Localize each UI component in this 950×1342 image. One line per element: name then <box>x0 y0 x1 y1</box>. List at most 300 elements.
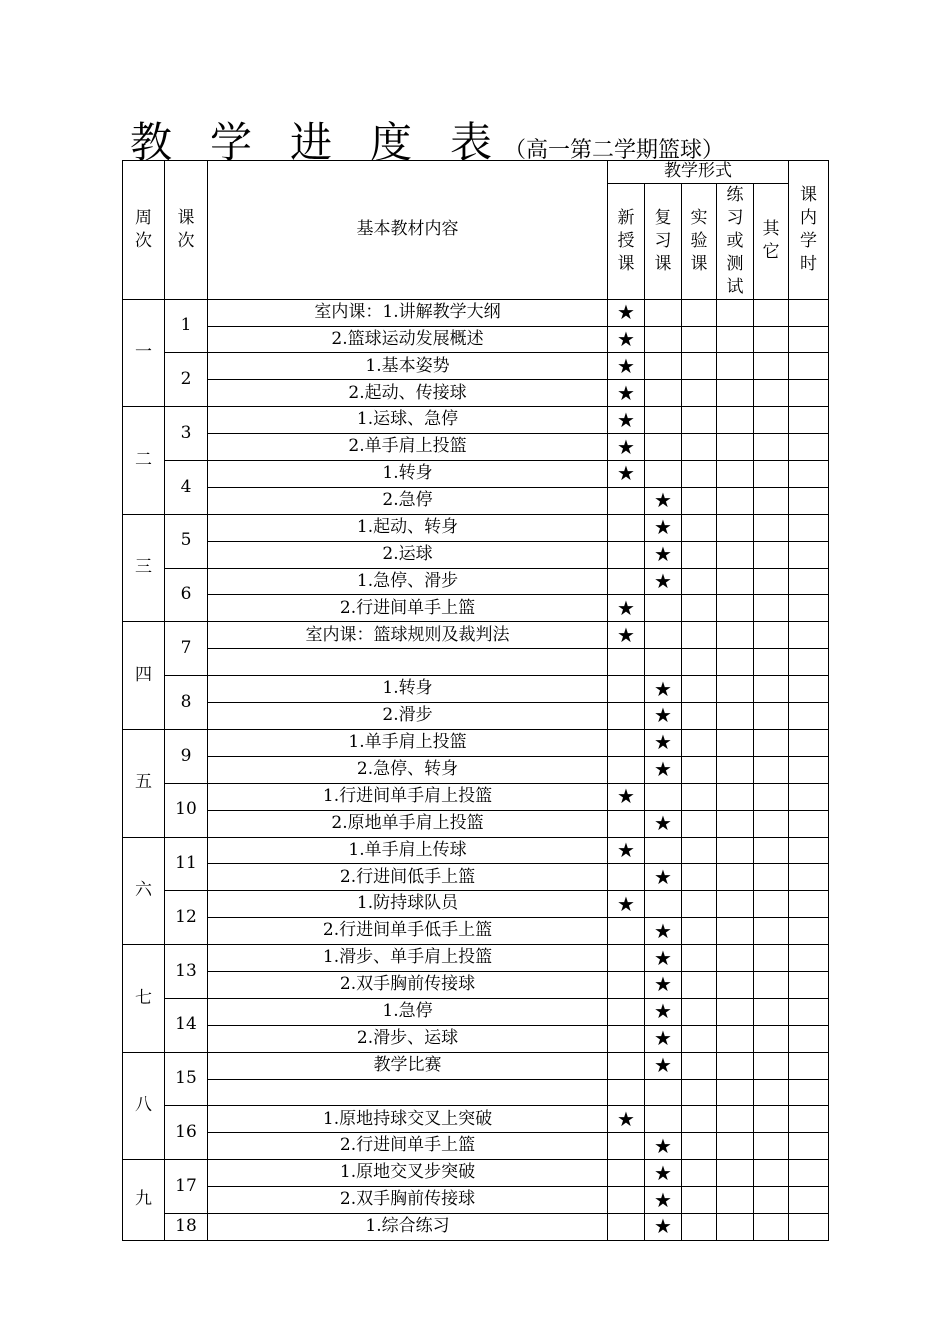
form-cell <box>645 299 682 326</box>
table-row <box>123 783 829 810</box>
form-cell <box>682 676 717 703</box>
star-mark-icon: ★ <box>645 1052 682 1079</box>
form-cell <box>608 568 645 595</box>
form-cell <box>717 891 754 918</box>
star-mark-icon: ★ <box>645 703 682 730</box>
form-cell <box>754 783 789 810</box>
form-cell <box>682 1133 717 1160</box>
header-form-new: 新授课 <box>608 184 645 300</box>
hours-cell <box>789 622 829 649</box>
hours-cell <box>789 998 829 1025</box>
lesson-number-cell: 5 <box>165 514 208 568</box>
form-cell <box>645 783 682 810</box>
table-row <box>123 407 829 434</box>
hours-cell <box>789 837 829 864</box>
star-mark-icon: ★ <box>608 326 645 353</box>
form-cell <box>682 729 717 756</box>
content-cell: 1.综合练习 <box>208 1213 608 1240</box>
star-mark-icon: ★ <box>645 676 682 703</box>
hours-cell <box>789 1106 829 1133</box>
form-cell <box>717 729 754 756</box>
content-cell: 2.运球 <box>208 541 608 568</box>
form-cell <box>608 1079 645 1106</box>
form-cell <box>645 407 682 434</box>
lesson-number-cell: 18 <box>165 1213 208 1240</box>
form-cell <box>682 1025 717 1052</box>
form-cell <box>717 676 754 703</box>
header-hours: 课内学时 <box>789 161 829 300</box>
content-cell: 2.篮球运动发展概述 <box>208 326 608 353</box>
form-cell <box>608 971 645 998</box>
form-cell <box>754 541 789 568</box>
star-mark-icon: ★ <box>645 1213 682 1240</box>
header-form-group: 教学形式 <box>608 161 789 184</box>
star-mark-icon: ★ <box>608 783 645 810</box>
table-row <box>123 703 829 730</box>
form-cell <box>608 1187 645 1214</box>
form-cell <box>682 891 717 918</box>
form-cell <box>608 487 645 514</box>
form-cell <box>682 514 717 541</box>
lesson-number-cell: 3 <box>165 407 208 461</box>
form-cell <box>682 1187 717 1214</box>
content-cell: 1.防持球队员 <box>208 891 608 918</box>
table-row <box>123 568 829 595</box>
form-cell <box>754 729 789 756</box>
content-cell: 2.急停、转身 <box>208 756 608 783</box>
table-row <box>123 595 829 622</box>
form-cell <box>682 299 717 326</box>
form-cell <box>645 326 682 353</box>
form-cell <box>754 676 789 703</box>
form-cell <box>645 1106 682 1133</box>
form-cell <box>717 1106 754 1133</box>
star-mark-icon: ★ <box>608 837 645 864</box>
table-row <box>123 918 829 945</box>
table-row <box>123 891 829 918</box>
lesson-number-cell: 9 <box>165 729 208 783</box>
form-cell <box>682 595 717 622</box>
content-cell: 室内课：1.讲解教学大纲 <box>208 299 608 326</box>
content-cell: 1.基本姿势 <box>208 353 608 380</box>
star-mark-icon: ★ <box>645 514 682 541</box>
content-cell: 1.起动、转身 <box>208 514 608 541</box>
lesson-number-cell: 6 <box>165 568 208 622</box>
form-cell <box>754 1213 789 1240</box>
form-cell <box>717 1025 754 1052</box>
content-cell: 1.行进间单手肩上投篮 <box>208 783 608 810</box>
form-cell <box>754 380 789 407</box>
star-mark-icon: ★ <box>645 756 682 783</box>
table-row <box>123 1160 829 1187</box>
week-cell: 四 <box>123 622 165 730</box>
hours-cell <box>789 1133 829 1160</box>
content-cell: 1.滑步、单手肩上投篮 <box>208 945 608 972</box>
content-cell: 2.行进间单手上篮 <box>208 1133 608 1160</box>
form-cell <box>645 1079 682 1106</box>
form-cell <box>717 945 754 972</box>
form-cell <box>754 326 789 353</box>
header-form-lab: 实验课 <box>682 184 717 300</box>
form-cell <box>717 837 754 864</box>
content-cell: 室内课：篮球规则及裁判法 <box>208 622 608 649</box>
hours-cell <box>789 541 829 568</box>
form-cell <box>754 622 789 649</box>
form-cell <box>717 434 754 461</box>
form-cell <box>608 810 645 837</box>
form-cell <box>754 703 789 730</box>
form-cell <box>645 461 682 488</box>
schedule-table <box>122 160 829 1241</box>
star-mark-icon: ★ <box>645 1025 682 1052</box>
table-row <box>123 461 829 488</box>
content-cell: 2.滑步、运球 <box>208 1025 608 1052</box>
form-cell <box>608 1213 645 1240</box>
form-cell <box>682 541 717 568</box>
form-cell <box>682 756 717 783</box>
form-cell <box>717 622 754 649</box>
lesson-number-cell: 13 <box>165 945 208 999</box>
table-row <box>123 326 829 353</box>
form-cell <box>717 971 754 998</box>
hours-cell <box>789 676 829 703</box>
lesson-number-cell: 1 <box>165 299 208 353</box>
form-cell <box>717 1187 754 1214</box>
hours-cell <box>789 945 829 972</box>
star-mark-icon: ★ <box>645 998 682 1025</box>
title-main: 教学进度表 <box>130 118 531 167</box>
form-cell <box>754 434 789 461</box>
form-cell <box>754 514 789 541</box>
star-mark-icon: ★ <box>645 971 682 998</box>
lesson-number-cell: 11 <box>165 837 208 891</box>
form-cell <box>754 461 789 488</box>
form-cell <box>717 595 754 622</box>
table-row <box>123 1133 829 1160</box>
form-cell <box>608 676 645 703</box>
star-mark-icon: ★ <box>645 918 682 945</box>
week-cell: 五 <box>123 729 165 837</box>
table-row <box>123 998 829 1025</box>
hours-cell <box>789 891 829 918</box>
form-cell <box>645 649 682 676</box>
form-cell <box>608 756 645 783</box>
form-cell <box>717 461 754 488</box>
form-cell <box>608 703 645 730</box>
hours-cell <box>789 595 829 622</box>
form-cell <box>717 514 754 541</box>
week-cell: 三 <box>123 514 165 622</box>
form-cell <box>754 810 789 837</box>
content-cell: 2.行进间单手上篮 <box>208 595 608 622</box>
content-cell: 2.双手胸前传接球 <box>208 1187 608 1214</box>
table-row <box>123 810 829 837</box>
content-cell: 2.单手肩上投篮 <box>208 434 608 461</box>
star-mark-icon: ★ <box>645 1187 682 1214</box>
hours-cell <box>789 380 829 407</box>
star-mark-icon: ★ <box>645 487 682 514</box>
hours-cell <box>789 1025 829 1052</box>
form-cell <box>608 514 645 541</box>
star-mark-icon: ★ <box>608 891 645 918</box>
week-cell: 九 <box>123 1160 165 1241</box>
hours-cell <box>789 326 829 353</box>
form-cell <box>645 622 682 649</box>
hours-cell <box>789 1052 829 1079</box>
form-cell <box>682 407 717 434</box>
table-row <box>123 541 829 568</box>
form-cell <box>754 945 789 972</box>
form-cell <box>608 1025 645 1052</box>
hours-cell <box>789 487 829 514</box>
lesson-number-cell: 17 <box>165 1160 208 1214</box>
content-cell: 2.滑步 <box>208 703 608 730</box>
form-cell <box>754 1025 789 1052</box>
title-subtitle: （高一第二学期篮球） <box>504 138 725 163</box>
star-mark-icon: ★ <box>608 407 645 434</box>
form-cell <box>682 810 717 837</box>
hours-cell <box>789 756 829 783</box>
form-cell <box>717 487 754 514</box>
form-cell <box>754 891 789 918</box>
table-row <box>123 380 829 407</box>
star-mark-icon: ★ <box>608 380 645 407</box>
star-mark-icon: ★ <box>645 1160 682 1187</box>
lesson-number-cell: 12 <box>165 891 208 945</box>
content-cell: 2.双手胸前传接球 <box>208 971 608 998</box>
content-cell: 2.行进间单手低手上篮 <box>208 918 608 945</box>
form-cell <box>717 1213 754 1240</box>
hours-cell <box>789 434 829 461</box>
hours-cell <box>789 783 829 810</box>
content-cell: 1.转身 <box>208 461 608 488</box>
hours-cell <box>789 1160 829 1187</box>
content-cell: 2.起动、传接球 <box>208 380 608 407</box>
star-mark-icon: ★ <box>645 541 682 568</box>
form-cell <box>754 918 789 945</box>
table-row <box>123 514 829 541</box>
table-row <box>123 1052 829 1079</box>
form-cell <box>717 783 754 810</box>
table-row <box>123 971 829 998</box>
lesson-number-cell: 15 <box>165 1052 208 1106</box>
table-row <box>123 353 829 380</box>
star-mark-icon: ★ <box>608 1106 645 1133</box>
hours-cell <box>789 729 829 756</box>
form-cell <box>682 971 717 998</box>
table-row <box>123 487 829 514</box>
form-cell <box>754 568 789 595</box>
form-cell <box>754 487 789 514</box>
hours-cell <box>789 1079 829 1106</box>
table-row <box>123 1187 829 1214</box>
form-cell <box>608 864 645 891</box>
form-cell <box>645 891 682 918</box>
hours-cell <box>789 461 829 488</box>
star-mark-icon: ★ <box>608 622 645 649</box>
form-cell <box>608 918 645 945</box>
star-mark-icon: ★ <box>645 1133 682 1160</box>
form-cell <box>717 568 754 595</box>
form-cell <box>717 864 754 891</box>
form-cell <box>682 622 717 649</box>
header-form-practice: 练习或测试 <box>717 184 754 300</box>
form-cell <box>682 998 717 1025</box>
form-cell <box>682 487 717 514</box>
form-cell <box>682 568 717 595</box>
table-row <box>123 622 829 649</box>
star-mark-icon: ★ <box>608 595 645 622</box>
form-cell <box>682 1213 717 1240</box>
form-cell <box>754 649 789 676</box>
lesson-number-cell: 14 <box>165 998 208 1052</box>
lesson-number-cell: 16 <box>165 1106 208 1160</box>
form-cell <box>717 1079 754 1106</box>
content-cell: 1.单手肩上传球 <box>208 837 608 864</box>
form-cell <box>682 380 717 407</box>
form-cell <box>717 541 754 568</box>
table-row <box>123 649 829 676</box>
form-cell <box>682 783 717 810</box>
hours-cell <box>789 1187 829 1214</box>
form-cell <box>682 326 717 353</box>
form-cell <box>754 756 789 783</box>
content-cell: 1.单手肩上投篮 <box>208 729 608 756</box>
content-cell: 1.急停、滑步 <box>208 568 608 595</box>
form-cell <box>608 541 645 568</box>
week-cell: 六 <box>123 837 165 945</box>
content-cell: 1.原地交叉步突破 <box>208 1160 608 1187</box>
content-cell <box>208 649 608 676</box>
form-cell <box>608 998 645 1025</box>
form-cell <box>717 703 754 730</box>
header-content: 基本教材内容 <box>208 161 608 300</box>
table-row <box>123 837 829 864</box>
hours-cell <box>789 568 829 595</box>
form-cell <box>682 434 717 461</box>
header-lesson: 课次 <box>165 161 208 300</box>
form-cell <box>645 380 682 407</box>
table-row <box>123 1025 829 1052</box>
star-mark-icon: ★ <box>645 568 682 595</box>
table-row <box>123 945 829 972</box>
form-cell <box>754 407 789 434</box>
lesson-number-cell: 2 <box>165 353 208 407</box>
hours-cell <box>789 703 829 730</box>
star-mark-icon: ★ <box>645 810 682 837</box>
hours-cell <box>789 407 829 434</box>
hours-cell <box>789 918 829 945</box>
form-cell <box>754 864 789 891</box>
form-cell <box>682 353 717 380</box>
hours-cell <box>789 810 829 837</box>
form-cell <box>717 326 754 353</box>
lesson-number-cell: 7 <box>165 622 208 676</box>
form-cell <box>682 649 717 676</box>
content-cell: 2.原地单手肩上投篮 <box>208 810 608 837</box>
form-cell <box>682 1106 717 1133</box>
table-row <box>123 1106 829 1133</box>
form-cell <box>717 380 754 407</box>
form-cell <box>608 1133 645 1160</box>
form-cell <box>754 1079 789 1106</box>
form-cell <box>682 837 717 864</box>
hours-cell <box>789 649 829 676</box>
hours-cell <box>789 864 829 891</box>
form-cell <box>645 434 682 461</box>
content-cell: 1.急停 <box>208 998 608 1025</box>
form-cell <box>717 299 754 326</box>
form-cell <box>754 998 789 1025</box>
form-cell <box>608 1052 645 1079</box>
form-cell <box>754 353 789 380</box>
form-cell <box>754 1133 789 1160</box>
star-mark-icon: ★ <box>645 945 682 972</box>
form-cell <box>717 756 754 783</box>
form-cell <box>682 945 717 972</box>
hours-cell <box>789 299 829 326</box>
form-cell <box>645 837 682 864</box>
table-row <box>123 729 829 756</box>
form-cell <box>645 595 682 622</box>
content-cell: 2.行进间低手上篮 <box>208 864 608 891</box>
form-cell <box>754 299 789 326</box>
form-cell <box>682 918 717 945</box>
form-cell <box>717 998 754 1025</box>
content-cell <box>208 1079 608 1106</box>
table-row <box>123 676 829 703</box>
form-cell <box>754 595 789 622</box>
form-cell <box>754 971 789 998</box>
header-week: 周次 <box>123 161 165 300</box>
table-row <box>123 1079 829 1106</box>
header-form-review: 复习课 <box>645 184 682 300</box>
form-cell <box>754 1052 789 1079</box>
content-cell: 1.运球、急停 <box>208 407 608 434</box>
hours-cell <box>789 353 829 380</box>
form-cell <box>645 353 682 380</box>
form-cell <box>717 1052 754 1079</box>
form-cell <box>717 1160 754 1187</box>
lesson-number-cell: 8 <box>165 676 208 730</box>
table-row <box>123 434 829 461</box>
star-mark-icon: ★ <box>608 353 645 380</box>
form-cell <box>754 1160 789 1187</box>
content-cell: 1.原地持球交叉上突破 <box>208 1106 608 1133</box>
table-row <box>123 756 829 783</box>
week-cell: 二 <box>123 407 165 515</box>
form-cell <box>682 1079 717 1106</box>
form-cell <box>608 729 645 756</box>
form-cell <box>717 810 754 837</box>
star-mark-icon: ★ <box>608 461 645 488</box>
form-cell <box>608 945 645 972</box>
star-mark-icon: ★ <box>645 729 682 756</box>
star-mark-icon: ★ <box>645 864 682 891</box>
week-cell: 一 <box>123 299 165 407</box>
form-cell <box>682 703 717 730</box>
form-cell <box>717 353 754 380</box>
week-cell: 八 <box>123 1052 165 1160</box>
content-cell: 2.急停 <box>208 487 608 514</box>
form-cell <box>717 1133 754 1160</box>
form-cell <box>682 461 717 488</box>
form-cell <box>608 1160 645 1187</box>
star-mark-icon: ★ <box>608 299 645 326</box>
form-cell <box>682 1052 717 1079</box>
schedule-body <box>123 299 829 1240</box>
form-cell <box>754 1106 789 1133</box>
